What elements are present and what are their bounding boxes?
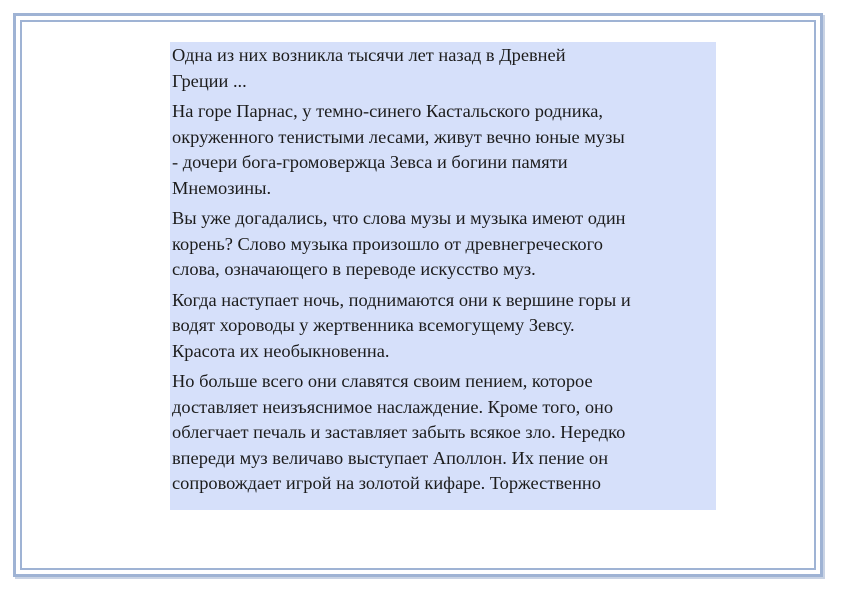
text-line: водят хороводы у жертвенника всемогущему Зевсу. <box>172 315 575 335</box>
text-line: впереди муз величаво выступает Аполлон. Их пение он <box>172 447 609 468</box>
text-line: Но больше всего они славятся своим пением, которое <box>172 371 593 391</box>
text-box <box>170 42 716 510</box>
text-line: Красота их необыкновенна. <box>172 340 390 361</box>
paragraph-2 <box>172 99 714 201</box>
text-line: На горе Парнас, у темно-синего Кастальского родника, <box>172 101 604 121</box>
text-line: - дочери бога-громовержца Зевса и богини памяти <box>172 152 568 172</box>
text-line: слова, означающего в переводе искусство муз. <box>172 259 536 279</box>
text-line: Когда наступает ночь, поднимаются они к вершине горы и <box>172 289 631 310</box>
text-line: облегчает печаль и заставляет забыть всякое зло. Нередко <box>172 422 626 442</box>
text-line: Одна из них возникла тысячи лет назад в Древней <box>172 45 566 65</box>
text-line: Греции ... <box>172 70 247 91</box>
text-line: Мнемозины. <box>172 177 272 198</box>
text-line: Вы уже догадались, что слова музы и музыка имеют один <box>172 208 626 228</box>
paragraph-4 <box>172 288 714 365</box>
paragraph-3 <box>172 206 714 283</box>
text-line: окруженного тенистыми лесами, живут вечно юные музы <box>172 126 625 147</box>
paragraph-1 <box>172 43 714 94</box>
text-line: доставляет неизъяснимое наслаждение. Кроме того, оно <box>172 396 614 417</box>
paragraph-5 <box>172 369 714 497</box>
text-line: корень? Слово музыка произошло от древнегреческого <box>172 233 603 254</box>
text-line: сопровождает игрой на золотой кифаре. Торжественно <box>172 473 601 493</box>
